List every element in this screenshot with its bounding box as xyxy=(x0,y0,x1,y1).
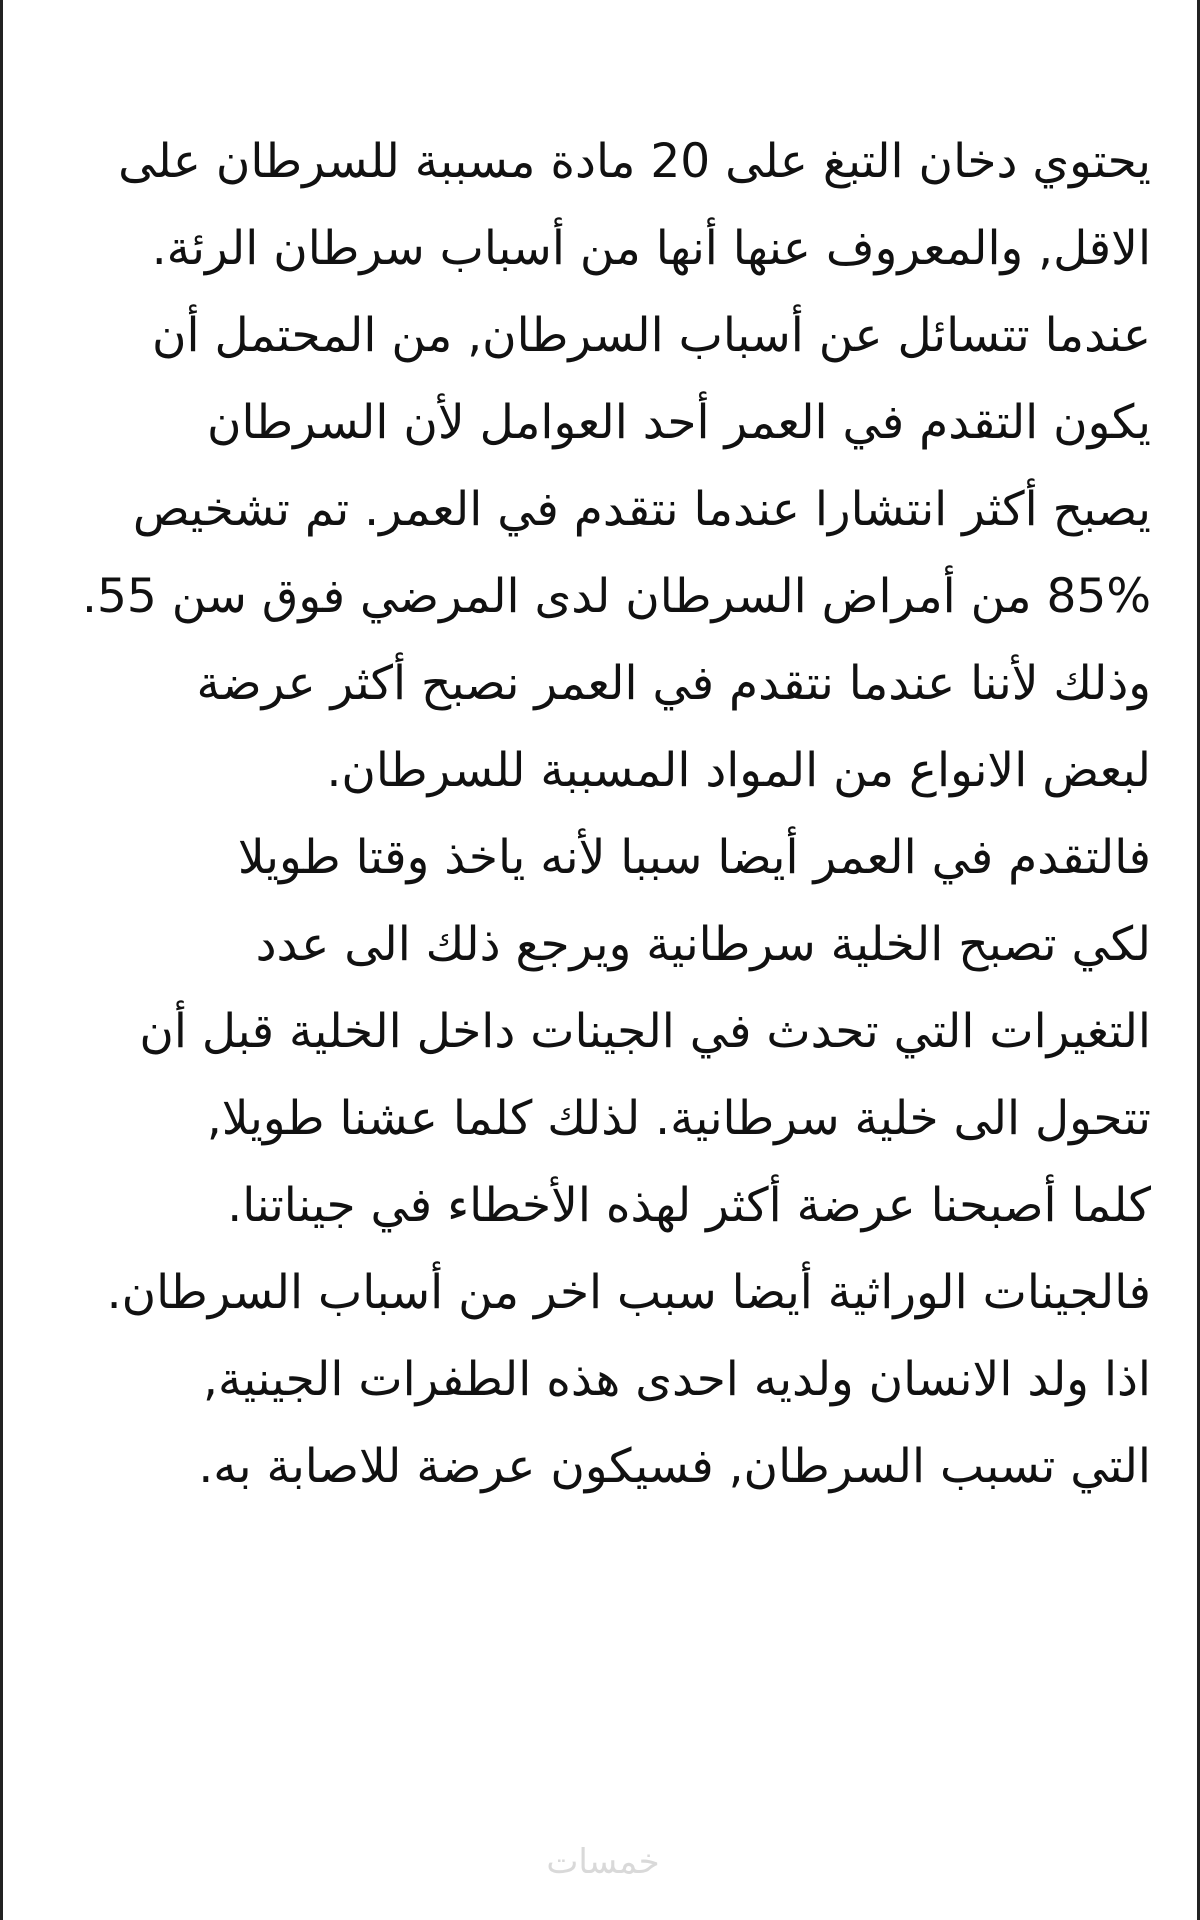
text-line: عندما تتسائل عن أسباب السرطان, من المحتمل أن xyxy=(152,308,1151,363)
text-line: اذا ولد الانسان ولديه احدى هذه الطفرات الجينية, xyxy=(203,1352,1151,1407)
text-line: 85% من أمراض السرطان لدى المرضي فوق سن 55. xyxy=(82,569,1151,624)
text-line: وذلك لأننا عندما نتقدم في العمر نصبح أكثر عرضة xyxy=(196,656,1151,711)
text-line: فالتقدم في العمر أيضا سببا لأنه ياخذ وقتا طويلا xyxy=(237,830,1151,885)
text-line: تتحول الى خلية سرطانية. لذلك كلما عشنا طويلا, xyxy=(206,1091,1151,1146)
watermark-logo: خمسات xyxy=(546,1842,660,1882)
text-line: الاقل, والمعروف عنها أنها من أسباب سرطان الرئة. xyxy=(151,221,1151,276)
text-line: يصبح أكثر انتشارا عندما نتقدم في العمر. تم تشخيص xyxy=(132,482,1151,537)
text-line: يحتوي دخان التبغ على 20 مادة مسببة للسرطان على xyxy=(118,134,1151,189)
text-line: كلما أصبحنا عرضة أكثر لهذه الأخطاء في جيناتنا. xyxy=(227,1178,1151,1233)
text-line: التغيرات التي تحدث في الجينات داخل الخلية قبل أن xyxy=(139,1004,1151,1059)
article-text xyxy=(43,118,1151,1510)
text-line: فالجينات الوراثية أيضا سبب اخر من أسباب السرطان. xyxy=(106,1265,1151,1320)
text-line: يكون التقدم في العمر أحد العوامل لأن السرطان xyxy=(206,395,1151,450)
text-line: لبعض الانواع من المواد المسببة للسرطان. xyxy=(326,743,1151,798)
text-line: التي تسبب السرطان, فسيكون عرضة للاصابة به. xyxy=(198,1439,1151,1494)
text-line: لكي تصبح الخلية سرطانية ويرجع ذلك الى عدد xyxy=(255,917,1151,972)
